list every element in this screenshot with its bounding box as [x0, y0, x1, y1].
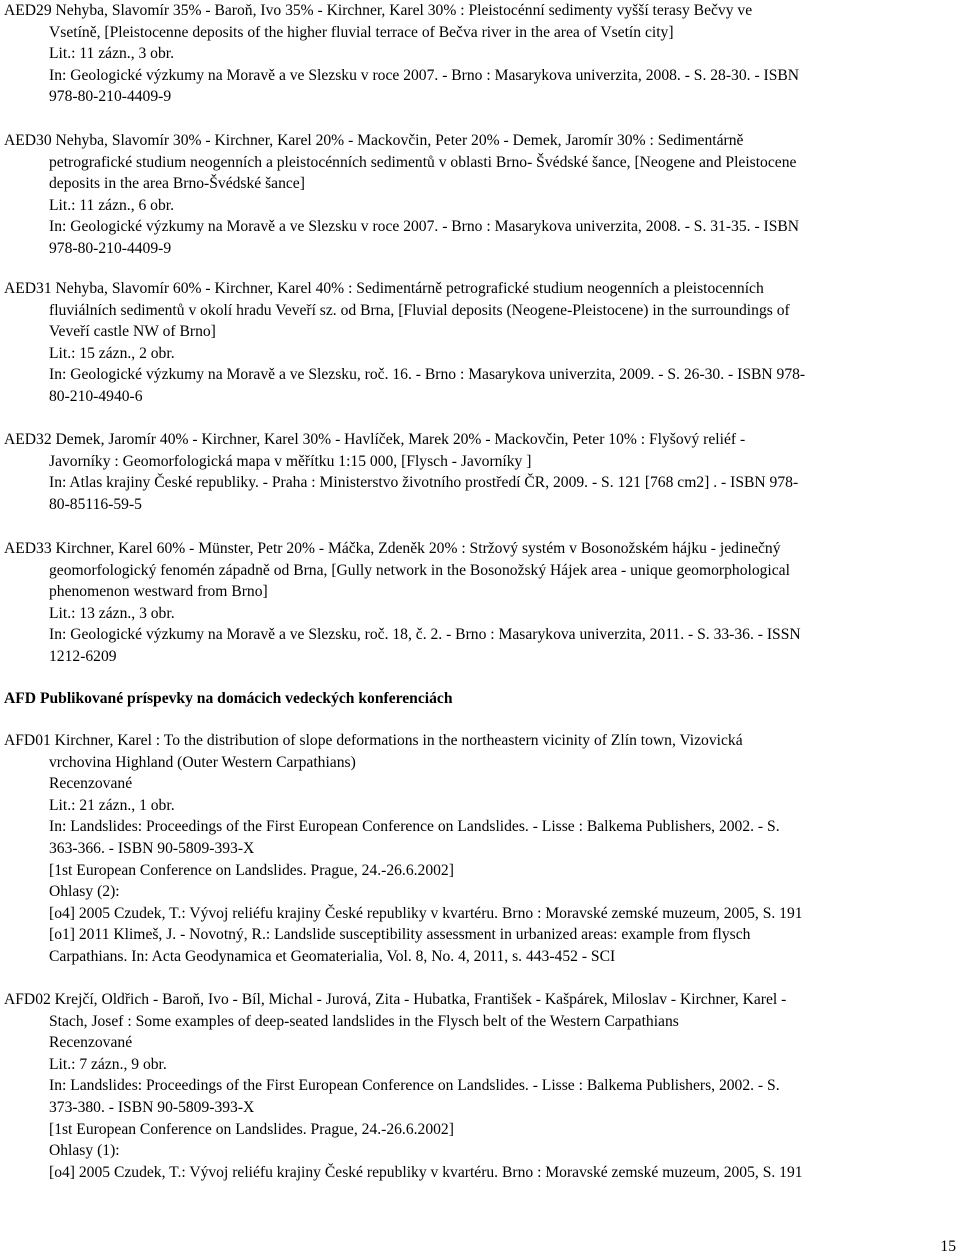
entry-line: Lit.: 11 zázn., 6 obr.	[49, 196, 175, 214]
entry-line: Ohlasy (1):	[49, 1142, 120, 1160]
entry-line: [1st European Conference on Landslides. Prague, 24.-26.6.2002]	[49, 861, 454, 879]
entry-line: In: Landslides: Proceedings of the First European Conference on Landslides. - Lisse : Balkema Publishers, 2002. - S.	[49, 818, 780, 836]
entry-line: Recenzované	[49, 775, 133, 793]
entry-line: AFD02 Krejčí, Oldřich - Baroň, Ivo - Bíl, Michal - Jurová, Zita - Hubatka, František - Kašpárek, Miloslav - Kirchner, Karel -	[4, 991, 787, 1008]
entry-line: 80-210-4940-6	[49, 387, 143, 405]
entry-line: Lit.: 15 zázn., 2 obr.	[49, 344, 175, 362]
entry-line: Stach, Josef : Some examples of deep-seated landslides in the Flysch belt of the Western Carpathians	[49, 1012, 679, 1030]
entry-line: Carpathians. In: Acta Geodynamica et Geomaterialia, Vol. 8, No. 4, 2011, s. 443-452 - SCI	[49, 947, 616, 965]
entry-line: Javorníky : Geomorfologická mapa v měřítku 1:15 000, [Flysch - Javorníky ]	[49, 452, 532, 470]
section-heading: AFD Publikované príspevky na domácich vedeckých konferenciách	[4, 690, 453, 707]
entry-line: In: Geologické výzkumy na Moravě a ve Slezsku v roce 2007. - Brno : Masarykova univerzita, 2008. - S. 31-35. - ISBN	[49, 218, 800, 236]
entry-line: geomorfologický fenomén západně od Brna, [Gully network in the Bosonožský Hájek area - unique geomorphological	[49, 561, 790, 579]
entry-line: Lit.: 11 zázn., 3 obr.	[49, 45, 175, 63]
entry-line: vrchovina Highland (Outer Western Carpathians)	[49, 753, 356, 771]
entry-line: deposits in the area Brno-Švédské šance]	[49, 175, 305, 193]
entry-line: In: Geologické výzkumy na Moravě a ve Slezsku, roč. 18, č. 2. - Brno : Masarykova univerzita, 2011. - S. 33-36. - ISSN	[49, 626, 801, 644]
entry-line: Ohlasy (2):	[49, 883, 120, 901]
bib-entry-aed33	[4, 538, 956, 668]
entry-line: AED31 Nehyba, Slavomír 60% - Kirchner, Karel 40% : Sedimentárně petrografické studium neogenních a pleistocenních	[4, 280, 764, 297]
entry-line: 80-85116-59-5	[49, 495, 142, 513]
entry-line: AFD01 Kirchner, Karel : To the distribution of slope deformations in the northeastern vicinity of Zlín town, Vizovická	[4, 732, 743, 749]
entry-line: AED32 Demek, Jaromír 40% - Kirchner, Karel 30% - Havlíček, Marek 20% - Mackovčin, Peter 10% : Flyšový reliéf -	[4, 431, 746, 448]
entry-line: [o1] 2011 Klimeš, J. - Novotný, R.: Landslide susceptibility assessment in urbanized areas: example from flysch	[49, 926, 751, 944]
entry-line: 1212-6209	[49, 647, 117, 665]
bib-entry-aed31	[4, 278, 956, 408]
entry-line: Recenzované	[49, 1034, 133, 1052]
entry-line: petrografické studium neogenních a pleistocénních sedimentů v oblasti Brno- Švédské šance, [Neogene and Pleistocene	[49, 153, 797, 171]
bib-entry-aed32	[4, 429, 956, 515]
entry-line: AED30 Nehyba, Slavomír 30% - Kirchner, Karel 20% - Mackovčin, Peter 20% - Demek, Jaromír 30% : Sedimentárně	[4, 132, 744, 149]
entry-line: Lit.: 7 zázn., 9 obr.	[49, 1055, 167, 1073]
entry-line: In: Geologické výzkumy na Moravě a ve Slezsku, roč. 16. - Brno : Masarykova univerzita, 2009. - S. 26-30. - ISBN 978-	[49, 366, 806, 384]
entry-line: 978-80-210-4409-9	[49, 88, 172, 106]
entry-line: 363-366. - ISBN 90-5809-393-X	[49, 839, 255, 857]
bib-entry-afd01	[4, 730, 956, 968]
entry-line: AED33 Kirchner, Karel 60% - Münster, Petr 20% - Máčka, Zdeněk 20% : Stržový systém v Bosonožském hájku - jedinečný	[4, 540, 781, 557]
entry-line: Veveří castle NW of Brno]	[49, 323, 216, 341]
entry-line: Vsetíně, [Pleistocenne deposits of the higher fluvial terrace of Bečva river in the area of Vsetín city]	[49, 23, 674, 41]
entry-line: phenomenon westward from Brno]	[49, 583, 268, 601]
entry-line: Lit.: 13 zázn., 3 obr.	[49, 604, 175, 622]
bib-entry-aed30	[4, 130, 956, 260]
entry-line: In: Atlas krajiny České republiky. - Praha : Ministerstvo životního prostředí ČR, 2009. - S. 121 [768 cm2] . - ISBN 978-	[49, 474, 799, 492]
bib-entry-aed29	[4, 0, 956, 108]
entry-line: [o4] 2005 Czudek, T.: Vývoj reliéfu krajiny České republiky v kvartéru. Brno : Moravské zemské muzeum, 2005, S. 191	[49, 904, 803, 922]
entry-line: 373-380. - ISBN 90-5809-393-X	[49, 1098, 255, 1116]
entry-line: In: Geologické výzkumy na Moravě a ve Slezsku v roce 2007. - Brno : Masarykova univerzita, 2008. - S. 28-30. - ISBN	[49, 66, 800, 84]
entry-line: 978-80-210-4409-9	[49, 239, 172, 257]
entry-line: [o4] 2005 Czudek, T.: Vývoj reliéfu krajiny České republiky v kvartéru. Brno : Moravské zemské muzeum, 2005, S. 191	[49, 1163, 803, 1181]
bib-entry-afd02	[4, 989, 956, 1183]
entry-line: Lit.: 21 zázn., 1 obr.	[49, 796, 175, 814]
entry-line: AED29 Nehyba, Slavomír 35% - Baroň, Ivo 35% - Kirchner, Karel 30% : Pleistocénní sedimenty vyšší terasy Bečvy ve	[4, 2, 753, 19]
entry-line: fluviálních sedimentů v okolí hradu Veveří sz. od Brna, [Fluvial deposits (Neogene-Pleistocene) in the surroundings of	[49, 301, 790, 319]
entry-line: [1st European Conference on Landslides. Prague, 24.-26.6.2002]	[49, 1120, 454, 1138]
entry-line: In: Landslides: Proceedings of the First European Conference on Landslides. - Lisse : Balkema Publishers, 2002. - S.	[49, 1077, 780, 1095]
page-number: 15	[940, 1238, 956, 1255]
